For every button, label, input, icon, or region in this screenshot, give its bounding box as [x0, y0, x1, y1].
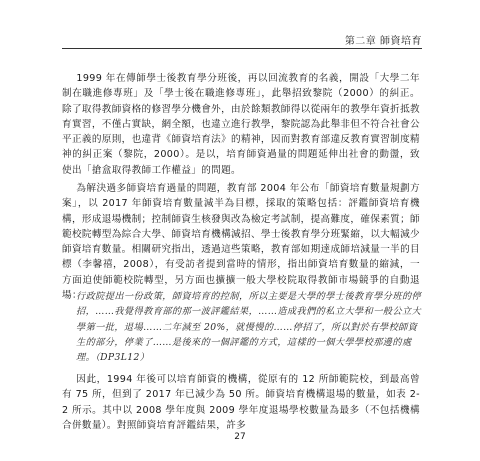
page-number: 27	[234, 432, 246, 442]
running-header	[62, 28, 422, 49]
paragraph-text: 為解決過多師資培育過量的問題，教育部 2004 年公布「師資培育數量規劃方案」，以 2017 年師資培育數量減半為目標，採取的策略包括：評鑑師資培育機構，形成退場機制；控制師資生核發與改為檢定考試制，提高難度，確保素質；師範校院轉型為綜合大學、師資培育機構減招、學士後教育學分班緊縮，以大幅減少師資培育數量。相關研究指出，透過這些策略，教育部如期達成師培減量一半的目標（李馨禧，2008），有受訪者提到當時的情形，指出師資培育數量的縮減，一方面迫使師範校院轉型，另方面也擴擴一般大學校院取得教師市場競爭的自動退場：	[62, 183, 420, 302]
quote-text: 行政院提出一份政策，師資培育的控制，所以主要是大學的學士後教育學分班的停招，……我覺得教育部的那一波評鑑結果，……造成我們的私立大學和一般公立大學第一批，退場……二年減至 20%，就慢慢的……停招了，所以對於有學校師資生的部分，停業了……是後來的一個評鑑的方式，這樣的一個大學學校那邊的處理。（DP3L12）	[76, 291, 422, 364]
closing-paragraph	[62, 372, 420, 433]
chapter-title: 第二章 師資培育	[344, 36, 422, 47]
paragraph-1	[62, 71, 420, 178]
paragraph-text: 因此，1994 年後可以培育師資的機構，從原有的 12 所師範院校，到最高曾有 75 所，但到了 2017 年已減少為 50 所。師資培育機構退場的數量，如表 2-2 所示。其中以 2008 學年度與 2009 學年度退場學校數量為最多（不包括機構合併數量）。對照師資培育評鑑結果，許多	[62, 374, 420, 431]
interview-quote	[76, 289, 422, 365]
paragraph-text: 1999 年在傳師學士後教育學分班後，再以回流教育的名義，開設「大學二年制在職進修專班」及「學士後在職進修專班」，此舉招致黎院（2000）的糾正。除了取得教師資格的修習學分機會外，由於餘類教師得以從兩年的教學年資折抵教育實習，不僅占實缺，網全額，也違立進行教學，黎院認為此舉非但不符合社會公平正義的原則，也違背《師資培育法》的精神，因而對教育部違反教育實習制度精神的糾正案（黎院，2000）。是以，培育師資過量的問題延伸出社會的動盪，致使出「搶盒取得教師工作權益」的問題。	[62, 73, 420, 176]
paragraph-2	[62, 181, 420, 303]
